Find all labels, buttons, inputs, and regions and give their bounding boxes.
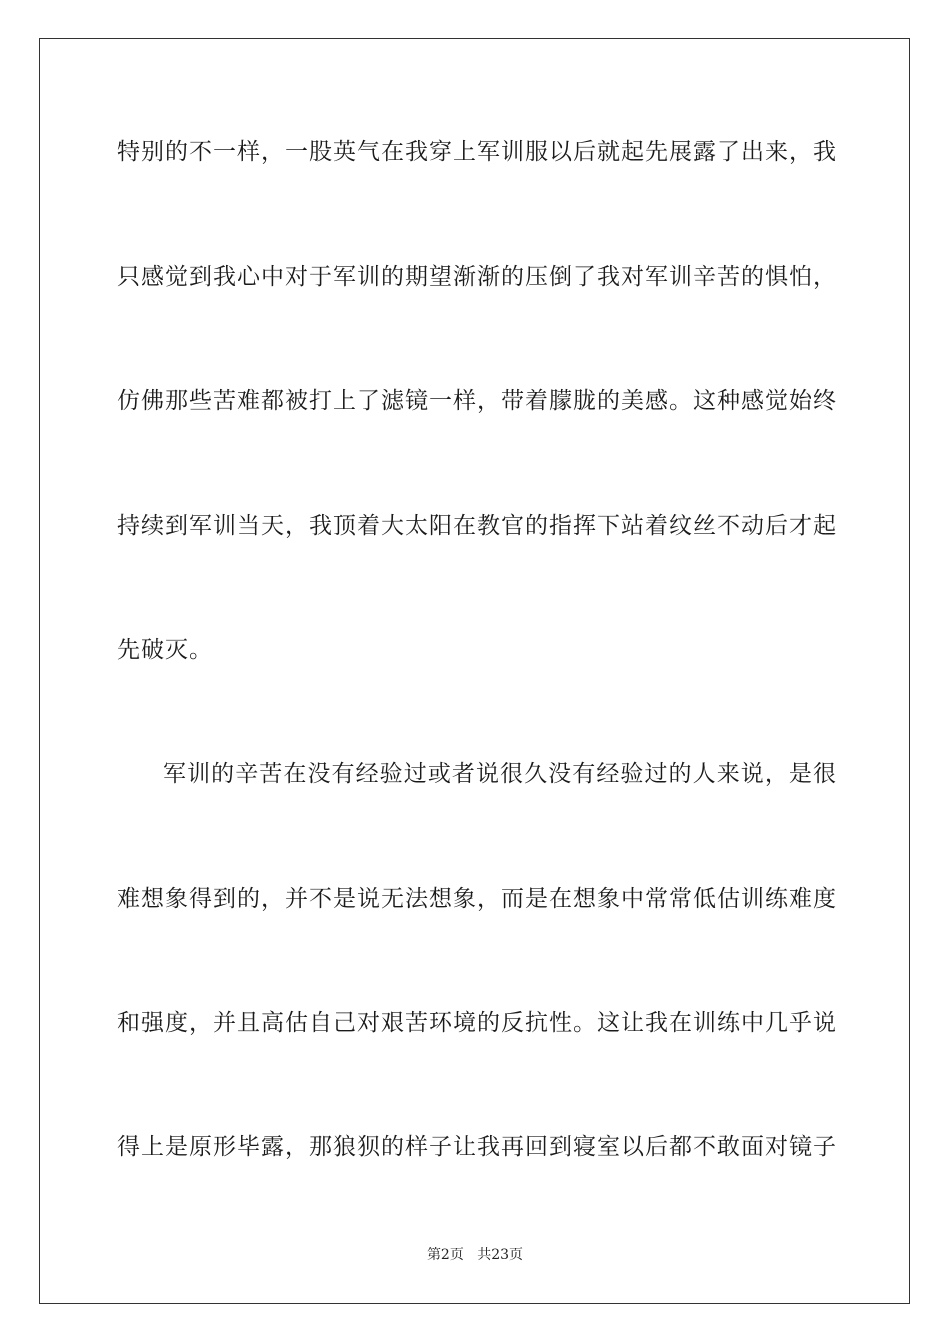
page-total: 共23页 — [477, 1247, 524, 1263]
page-footer — [0, 1245, 950, 1265]
body-text-line-2: 只感觉到我心中对于军训的期望渐渐的压倒了我对军训辛苦的惧怕， — [117, 264, 837, 290]
paragraph-2-line-4: 得上是原形毕露，那狼狈的样子让我再回到寝室以后都不敢面对镜子 — [117, 1134, 837, 1160]
body-text-line-1: 特别的不一样，一股英气在我穿上军训服以后就起先展露了出来，我 — [117, 139, 837, 165]
body-text-line-4: 持续到军训当天，我顶着大太阳在教官的指挥下站着纹丝不动后才起 — [117, 513, 837, 539]
paragraph-2-line-3: 和强度，并且高估自己对艰苦环境的反抗性。这让我在训练中几乎说 — [117, 1010, 837, 1036]
paragraph-2-line-2: 难想象得到的，并不是说无法想象，而是在想象中常常低估训练难度 — [117, 886, 837, 912]
page-number: 第2页 — [426, 1247, 464, 1263]
body-text-line-3: 仿佛那些苦难都被打上了滤镜一样，带着朦胧的美感。这种感觉始终 — [117, 388, 837, 414]
page-border — [39, 38, 910, 1304]
paragraph-2-line-1: 军训的辛苦在没有经验过或者说很久没有经验过的人来说，是很 — [163, 761, 837, 787]
body-text-line-5: 先破灭。 — [117, 637, 213, 663]
